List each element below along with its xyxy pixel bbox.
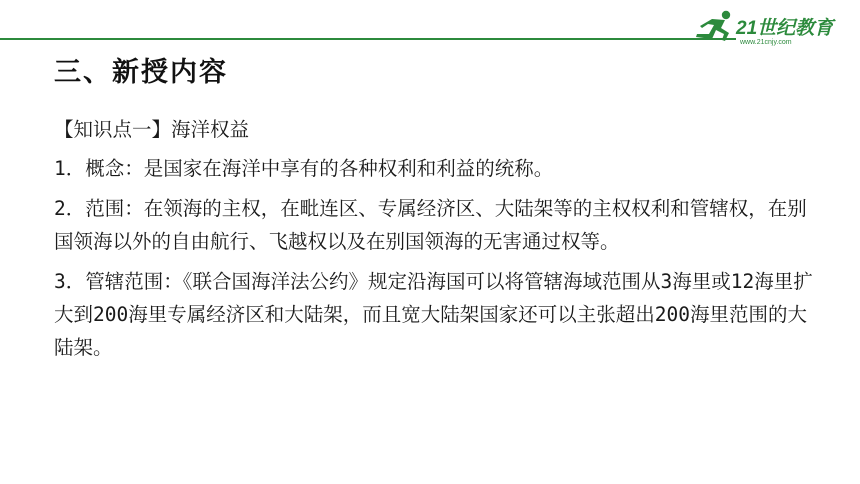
logo-graphic	[692, 6, 852, 48]
item-scope: 2．范围：在领海的主权，在毗连区、专属经济区、大陆架等的主权权利和管辖权，在别国领海以外的自由航行、飞越权以及在别国领海的无害通过权等。	[54, 197, 807, 253]
logo-url: www.21cnjy.com	[740, 39, 792, 46]
item-jurisdiction: 3．管辖范围：《联合国海洋法公约》规定沿海国可以将管辖海域范围从3海里或12海里扩大到200海里专属经济区和大陆架，而且宽大陆架国家还可以主张超出200海里范围的大陆架。	[54, 270, 813, 359]
header-divider	[0, 38, 736, 40]
knowledge-point-heading: 【知识点一】海洋权益	[54, 118, 250, 141]
runner-icon	[696, 11, 730, 41]
item-concept: 1．概念：是国家在海洋中享有的各种权利和利益的统称。	[54, 157, 554, 180]
logo	[692, 6, 852, 48]
logo-text: 21世纪教育	[736, 18, 834, 39]
content-body	[54, 113, 814, 371]
section-title: 三、新授内容	[54, 57, 228, 88]
